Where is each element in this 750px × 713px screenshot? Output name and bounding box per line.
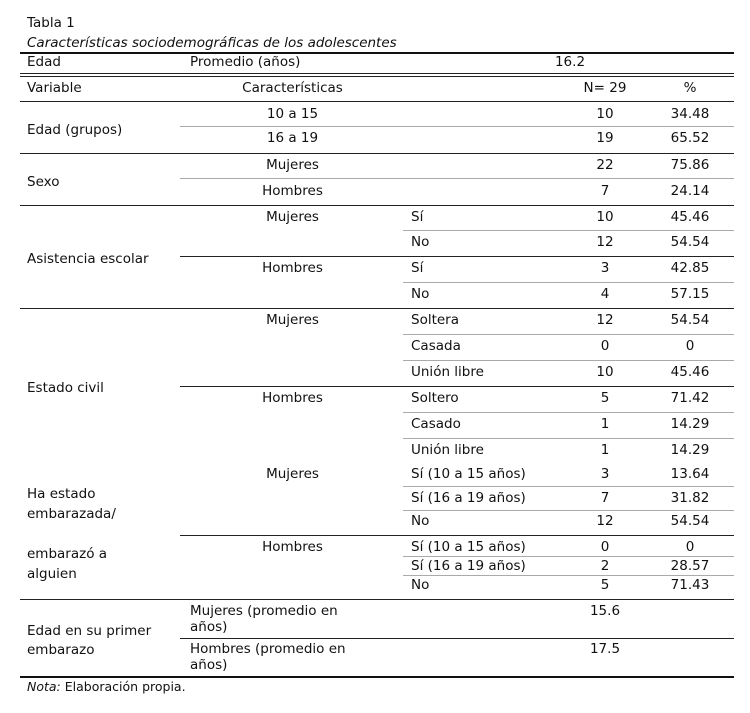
rule xyxy=(180,386,734,387)
sex-pct: 24.14 xyxy=(670,183,710,199)
rule xyxy=(20,73,734,74)
civil-n: 1 xyxy=(600,442,610,458)
civil-n: 1 xyxy=(600,416,610,432)
civil-pct: 45.46 xyxy=(670,364,710,380)
civil-value: Casada xyxy=(411,338,461,354)
table-caption: Características sociodemográficas de los adolescentes xyxy=(27,35,397,51)
header-characteristics: Características xyxy=(242,80,343,96)
mean-age-value: 16.2 xyxy=(554,54,586,70)
rule xyxy=(403,438,734,439)
note-label: Nota: xyxy=(27,679,61,694)
pregnancy-pct: 28.57 xyxy=(670,558,710,574)
pregnancy-n: 0 xyxy=(600,539,610,555)
rule xyxy=(20,101,734,102)
civil-pct: 14.29 xyxy=(670,416,710,432)
school-value: No xyxy=(411,286,430,302)
rule xyxy=(403,334,734,335)
rule xyxy=(403,575,734,576)
age-n: 19 xyxy=(596,130,614,146)
pregnancy-women: Mujeres xyxy=(266,466,319,482)
pregnancy-value: Sí (16 a 19 años) xyxy=(411,558,526,574)
sex-pct: 75.86 xyxy=(670,157,710,173)
civil-n: 5 xyxy=(600,390,610,406)
school-value: No xyxy=(411,234,430,250)
rule xyxy=(180,178,734,179)
mean-age-sublabel: Promedio (años) xyxy=(190,54,301,70)
age-range: 10 a 15 xyxy=(266,106,319,122)
pregnancy-n: 5 xyxy=(600,577,610,593)
table-note xyxy=(27,679,186,695)
first-pregnancy-women-label: Mujeres (promedio en años) xyxy=(190,603,338,635)
pregnancy-pct: 0 xyxy=(685,539,695,555)
sex-n: 22 xyxy=(596,157,614,173)
rule xyxy=(403,360,734,361)
civil-value: Unión libre xyxy=(411,442,484,458)
rule xyxy=(403,230,734,231)
civil-value: Soltero xyxy=(411,390,459,406)
pregnancy-value: Sí (10 a 15 años) xyxy=(411,539,526,555)
sex-group: Mujeres xyxy=(266,157,319,173)
civil-value: Casado xyxy=(411,416,461,432)
first-pregnancy-women-value: 15.6 xyxy=(589,603,621,619)
civil-women: Mujeres xyxy=(266,312,319,328)
pregnancy-men: Hombres xyxy=(262,539,323,555)
civil-n: 12 xyxy=(596,312,614,328)
first-pregnancy-label-1: Edad en su primer xyxy=(27,623,152,639)
pregnancy-n: 12 xyxy=(596,513,614,529)
pregnancy-label-3: embarazó a xyxy=(27,546,108,562)
header-pct: % xyxy=(683,80,697,96)
civil-pct: 14.29 xyxy=(670,442,710,458)
rule xyxy=(20,76,734,77)
pregnancy-label-4: alguien xyxy=(27,566,77,582)
pregnancy-n: 2 xyxy=(600,558,610,574)
rule xyxy=(20,599,734,600)
school-n: 12 xyxy=(596,234,614,250)
civil-pct: 0 xyxy=(685,338,695,354)
pregnancy-n: 7 xyxy=(600,490,610,506)
school-n: 3 xyxy=(600,260,610,276)
first-pregnancy-label-2: embarazo xyxy=(27,642,95,658)
pregnancy-value: No xyxy=(411,577,430,593)
civil-n: 0 xyxy=(600,338,610,354)
rule xyxy=(180,126,734,127)
rule xyxy=(20,153,734,154)
first-pregnancy-men-value: 17.5 xyxy=(589,641,621,657)
rule xyxy=(403,486,734,487)
civil-n: 10 xyxy=(596,364,614,380)
sex-label: Sexo xyxy=(27,174,60,190)
age-groups-label: Edad (grupos) xyxy=(27,122,123,138)
pregnancy-n: 3 xyxy=(600,466,610,482)
rule xyxy=(180,535,734,536)
rule xyxy=(403,412,734,413)
note-text: Elaboración propia. xyxy=(64,679,186,694)
school-pct: 54.54 xyxy=(670,234,710,250)
mean-age-label: Edad xyxy=(27,54,61,70)
school-men: Hombres xyxy=(262,260,323,276)
civil-pct: 54.54 xyxy=(670,312,710,328)
rule xyxy=(403,282,734,283)
civil-value: Unión libre xyxy=(411,364,484,380)
school-label: Asistencia escolar xyxy=(27,251,149,267)
header-variable: Variable xyxy=(27,80,82,96)
civil-men: Hombres xyxy=(262,390,323,406)
school-n: 4 xyxy=(600,286,610,302)
age-pct: 34.48 xyxy=(670,106,710,122)
school-pct: 45.46 xyxy=(670,209,710,225)
pregnancy-pct: 71.43 xyxy=(670,577,710,593)
age-n: 10 xyxy=(596,106,614,122)
school-pct: 42.85 xyxy=(670,260,710,276)
pregnancy-pct: 54.54 xyxy=(670,513,710,529)
rule xyxy=(20,205,734,206)
school-n: 10 xyxy=(596,209,614,225)
bottom-rule xyxy=(20,676,734,678)
school-women: Mujeres xyxy=(266,209,319,225)
sex-n: 7 xyxy=(600,183,610,199)
age-pct: 65.52 xyxy=(670,130,710,146)
age-range: 16 a 19 xyxy=(266,130,319,146)
pregnancy-label-2: embarazada/ xyxy=(27,506,116,522)
first-pregnancy-men-label: Hombres (promedio en años) xyxy=(190,641,346,673)
pregnancy-value: Sí (16 a 19 años) xyxy=(411,490,526,506)
pregnancy-value: No xyxy=(411,513,430,529)
pregnancy-label-1: Ha estado xyxy=(27,486,96,502)
civil-value: Soltera xyxy=(411,312,460,328)
rule xyxy=(180,638,734,639)
pregnancy-value: Sí (10 a 15 años) xyxy=(411,466,526,482)
school-value: Sí xyxy=(411,260,424,276)
rule xyxy=(403,510,734,511)
rule xyxy=(403,556,734,557)
civil-pct: 71.42 xyxy=(670,390,710,406)
pregnancy-pct: 31.82 xyxy=(670,490,710,506)
top-rule xyxy=(20,52,734,54)
table-label: Tabla 1 xyxy=(27,15,75,31)
school-pct: 57.15 xyxy=(670,286,710,302)
rule xyxy=(180,256,734,257)
school-value: Sí xyxy=(411,209,424,225)
pregnancy-pct: 13.64 xyxy=(670,466,710,482)
header-n: N= 29 xyxy=(583,80,627,96)
civil-label: Estado civil xyxy=(27,380,104,396)
rule xyxy=(20,308,734,309)
sex-group: Hombres xyxy=(262,183,323,199)
